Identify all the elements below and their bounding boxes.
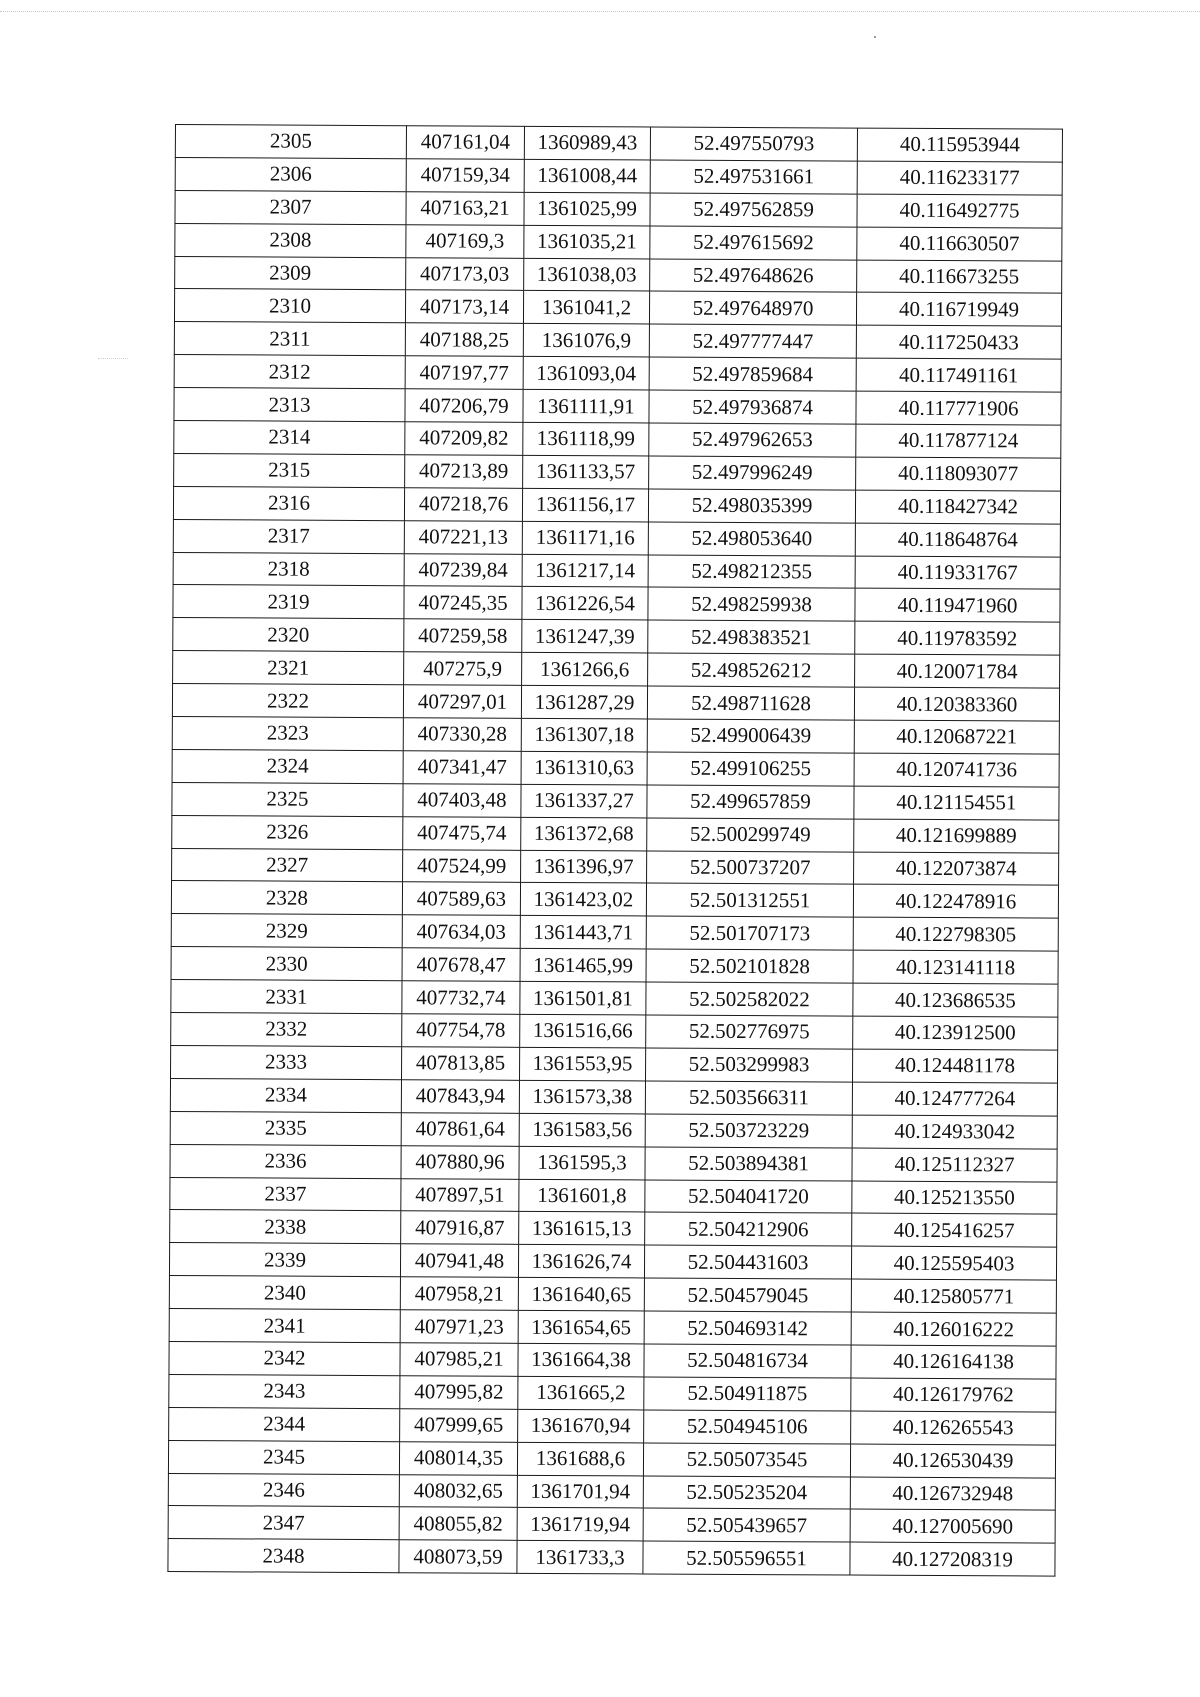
point-number-cell: 2327	[172, 848, 403, 882]
latitude-cell: 52.497996249	[649, 456, 856, 490]
y-coordinate-cell: 1361670,94	[518, 1409, 644, 1443]
longitude-cell: 40.123912500	[853, 1016, 1058, 1050]
table-row	[168, 1506, 1055, 1544]
y-coordinate-cell: 1361688,6	[517, 1442, 643, 1476]
longitude-cell: 40.118648764	[855, 523, 1060, 557]
y-coordinate-cell: 1361266,6	[522, 653, 648, 687]
coordinates-table	[167, 124, 1063, 1577]
table-row	[174, 355, 1061, 393]
point-number-cell: 2308	[175, 223, 406, 257]
latitude-cell: 52.502101828	[646, 949, 853, 983]
table-row	[174, 453, 1061, 491]
x-coordinate-cell: 407209,82	[405, 422, 523, 456]
x-coordinate-cell: 407678,47	[402, 948, 520, 982]
point-number-cell: 2321	[173, 651, 404, 685]
point-number-cell: 2333	[171, 1045, 402, 1079]
longitude-cell: 40.117771906	[856, 391, 1061, 425]
longitude-cell: 40.126732948	[850, 1477, 1055, 1511]
table-row	[168, 1440, 1055, 1478]
point-number-cell: 2334	[170, 1078, 401, 1112]
longitude-cell: 40.127005690	[850, 1509, 1055, 1543]
table-row	[174, 322, 1061, 360]
x-coordinate-cell: 407813,85	[402, 1047, 520, 1081]
y-coordinate-cell: 1361310,63	[521, 751, 647, 785]
table-row	[171, 914, 1058, 952]
y-coordinate-cell: 1361307,18	[521, 718, 647, 752]
longitude-cell: 40.120383360	[854, 687, 1059, 721]
y-coordinate-cell: 1361664,38	[518, 1343, 644, 1377]
longitude-cell: 40.116673255	[857, 260, 1062, 294]
point-number-cell: 2339	[169, 1243, 400, 1277]
table-row	[169, 1407, 1056, 1445]
latitude-cell: 52.504431603	[644, 1245, 851, 1279]
longitude-cell: 40.125805771	[851, 1279, 1056, 1313]
longitude-cell: 40.123686535	[853, 983, 1058, 1017]
point-number-cell: 2305	[175, 125, 406, 159]
x-coordinate-cell: 407861,64	[401, 1112, 519, 1146]
y-coordinate-cell: 1361133,57	[523, 455, 649, 489]
table-row	[168, 1539, 1055, 1577]
latitude-cell: 52.498212355	[648, 555, 855, 589]
x-coordinate-cell: 407221,13	[404, 520, 522, 554]
latitude-cell: 52.504816734	[644, 1344, 851, 1378]
point-number-cell: 2322	[172, 684, 403, 718]
longitude-cell: 40.116719949	[856, 293, 1061, 327]
latitude-cell: 52.500737207	[647, 851, 854, 885]
x-coordinate-cell: 407999,65	[400, 1408, 518, 1442]
point-number-cell: 2309	[175, 256, 406, 290]
latitude-cell: 52.505073545	[643, 1443, 850, 1477]
point-number-cell: 2319	[173, 585, 404, 619]
longitude-cell: 40.122073874	[854, 852, 1059, 886]
y-coordinate-cell: 1361396,97	[521, 850, 647, 884]
x-coordinate-cell: 407995,82	[400, 1376, 518, 1410]
point-number-cell: 2306	[175, 157, 406, 191]
y-coordinate-cell: 1361041,2	[523, 291, 649, 325]
longitude-cell: 40.122798305	[853, 917, 1058, 951]
table-row	[172, 782, 1059, 820]
latitude-cell: 52.499657859	[647, 785, 854, 819]
table-row	[172, 848, 1059, 886]
y-coordinate-cell: 1361665,2	[518, 1376, 644, 1410]
x-coordinate-cell: 407169,3	[406, 224, 524, 258]
x-coordinate-cell: 407163,21	[406, 191, 524, 225]
x-coordinate-cell: 407245,35	[404, 586, 522, 620]
y-coordinate-cell: 1361247,39	[522, 620, 648, 654]
x-coordinate-cell: 407173,03	[406, 257, 524, 291]
point-number-cell: 2338	[170, 1210, 401, 1244]
longitude-cell: 40.117250433	[856, 325, 1061, 359]
table-row	[174, 289, 1061, 327]
latitude-cell: 52.505235204	[643, 1475, 850, 1509]
x-coordinate-cell: 407159,34	[406, 159, 524, 193]
table-row	[171, 881, 1058, 919]
latitude-cell: 52.503894381	[645, 1147, 852, 1181]
y-coordinate-cell: 1361287,29	[521, 685, 647, 719]
latitude-cell: 52.503299983	[645, 1048, 852, 1082]
table-row	[174, 388, 1061, 426]
longitude-cell: 40.115953944	[857, 128, 1062, 162]
table-row	[170, 1111, 1057, 1149]
table-row	[168, 1473, 1055, 1511]
latitude-cell: 52.504945106	[644, 1410, 851, 1444]
point-number-cell: 2337	[170, 1177, 401, 1211]
x-coordinate-cell: 408055,82	[399, 1507, 517, 1541]
x-coordinate-cell: 407524,99	[403, 849, 521, 883]
table-row	[171, 947, 1058, 985]
latitude-cell: 52.504579045	[644, 1278, 851, 1312]
y-coordinate-cell: 1361719,94	[517, 1508, 643, 1542]
y-coordinate-cell: 1361516,66	[520, 1014, 646, 1048]
latitude-cell: 52.501312551	[646, 883, 853, 917]
table-row	[173, 519, 1060, 557]
longitude-cell: 40.125595403	[851, 1246, 1056, 1280]
scan-speck	[874, 36, 876, 38]
latitude-cell: 52.502582022	[646, 982, 853, 1016]
point-number-cell: 2314	[174, 421, 405, 455]
y-coordinate-cell: 1361111,91	[523, 389, 649, 423]
longitude-cell: 40.118427342	[855, 490, 1060, 524]
point-number-cell: 2318	[173, 552, 404, 586]
table-row	[175, 125, 1062, 163]
x-coordinate-cell: 407880,96	[401, 1145, 519, 1179]
y-coordinate-cell: 1361217,14	[522, 554, 648, 588]
table-row	[169, 1374, 1056, 1412]
x-coordinate-cell: 407213,89	[405, 455, 523, 489]
latitude-cell: 52.503566311	[645, 1081, 852, 1115]
x-coordinate-cell: 407275,9	[404, 652, 522, 686]
longitude-cell: 40.126179762	[851, 1378, 1056, 1412]
longitude-cell: 40.117491161	[856, 358, 1061, 392]
point-number-cell: 2307	[175, 190, 406, 224]
longitude-cell: 40.126530439	[850, 1444, 1055, 1478]
point-number-cell: 2335	[170, 1111, 401, 1145]
y-coordinate-cell: 1361226,54	[522, 587, 648, 621]
table-row	[169, 1243, 1056, 1281]
y-coordinate-cell: 1361733,3	[517, 1541, 643, 1575]
latitude-cell: 52.498711628	[647, 686, 854, 720]
point-number-cell: 2347	[168, 1506, 399, 1540]
table-row	[172, 815, 1059, 853]
table-row	[173, 651, 1060, 689]
longitude-cell: 40.125416257	[852, 1213, 1057, 1247]
coordinates-table-body	[168, 125, 1063, 1577]
y-coordinate-cell: 1361038,03	[524, 258, 650, 292]
y-coordinate-cell: 1361701,94	[517, 1475, 643, 1509]
point-number-cell: 2342	[169, 1341, 400, 1375]
latitude-cell: 52.503723229	[645, 1114, 852, 1148]
table-row	[175, 190, 1062, 228]
table-row	[173, 486, 1060, 524]
y-coordinate-cell: 1361008,44	[524, 159, 650, 193]
table-row	[172, 717, 1059, 755]
x-coordinate-cell: 408014,35	[399, 1441, 517, 1475]
longitude-cell: 40.123141118	[853, 950, 1058, 984]
point-number-cell: 2323	[172, 717, 403, 751]
point-number-cell: 2317	[173, 519, 404, 553]
longitude-cell: 40.126016222	[851, 1312, 1056, 1346]
table-row	[169, 1341, 1056, 1379]
latitude-cell: 52.497648970	[649, 291, 856, 325]
y-coordinate-cell: 1361573,38	[519, 1080, 645, 1114]
latitude-cell: 52.505439657	[643, 1508, 850, 1542]
table-row	[173, 585, 1060, 623]
latitude-cell: 52.501707173	[646, 916, 853, 950]
table-row	[173, 552, 1060, 590]
latitude-cell: 52.497962653	[649, 423, 856, 457]
y-coordinate-cell: 1361443,71	[520, 916, 646, 950]
longitude-cell: 40.127208319	[850, 1542, 1055, 1576]
x-coordinate-cell: 407239,84	[404, 553, 522, 587]
latitude-cell: 52.499006439	[647, 719, 854, 753]
y-coordinate-cell: 1361025,99	[524, 192, 650, 226]
y-coordinate-cell: 1361171,16	[522, 521, 648, 555]
table-row	[173, 618, 1060, 656]
y-coordinate-cell: 1361553,95	[519, 1047, 645, 1081]
y-coordinate-cell: 1361337,27	[521, 784, 647, 818]
y-coordinate-cell: 1361156,17	[522, 488, 648, 522]
point-number-cell: 2345	[168, 1440, 399, 1474]
latitude-cell: 52.504212906	[645, 1212, 852, 1246]
longitude-cell: 40.120687221	[854, 720, 1059, 754]
latitude-cell: 52.497531661	[650, 160, 857, 194]
point-number-cell: 2324	[172, 749, 403, 783]
x-coordinate-cell: 407843,94	[401, 1080, 519, 1114]
x-coordinate-cell: 407985,21	[400, 1343, 518, 1377]
longitude-cell: 40.117877124	[856, 424, 1061, 458]
table-row	[170, 1144, 1057, 1182]
scan-margin-mark	[98, 358, 128, 359]
scan-top-edge	[0, 11, 1200, 12]
x-coordinate-cell: 407197,77	[405, 356, 523, 390]
point-number-cell: 2331	[171, 980, 402, 1014]
point-number-cell: 2325	[172, 782, 403, 816]
y-coordinate-cell: 1361501,81	[520, 981, 646, 1015]
longitude-cell: 40.119331767	[855, 556, 1060, 590]
x-coordinate-cell: 407732,74	[402, 981, 520, 1015]
table-row	[170, 1210, 1057, 1248]
x-coordinate-cell: 408073,59	[399, 1540, 517, 1574]
table-row	[170, 1078, 1057, 1116]
table-row	[171, 980, 1058, 1018]
point-number-cell: 2316	[173, 486, 404, 520]
x-coordinate-cell: 407259,58	[404, 619, 522, 653]
point-number-cell: 2320	[173, 618, 404, 652]
latitude-cell: 52.497777447	[649, 324, 856, 358]
longitude-cell: 40.121154551	[854, 786, 1059, 820]
point-number-cell: 2330	[171, 947, 402, 981]
latitude-cell: 52.497859684	[649, 357, 856, 391]
latitude-cell: 52.498259938	[648, 587, 855, 621]
latitude-cell: 52.497615692	[650, 226, 857, 260]
x-coordinate-cell: 407161,04	[406, 126, 524, 160]
latitude-cell: 52.502776975	[646, 1015, 853, 1049]
longitude-cell: 40.120071784	[855, 654, 1060, 688]
point-number-cell: 2311	[174, 322, 405, 356]
latitude-cell: 52.498053640	[648, 522, 855, 556]
latitude-cell: 52.498526212	[648, 653, 855, 687]
x-coordinate-cell: 407971,23	[400, 1310, 518, 1344]
x-coordinate-cell: 407297,01	[403, 685, 521, 719]
y-coordinate-cell: 1361601,8	[519, 1179, 645, 1213]
table-row	[175, 157, 1062, 195]
table-row	[172, 684, 1059, 722]
point-number-cell: 2328	[171, 881, 402, 915]
y-coordinate-cell: 1361583,56	[519, 1113, 645, 1147]
x-coordinate-cell: 407897,51	[401, 1178, 519, 1212]
point-number-cell: 2329	[171, 914, 402, 948]
x-coordinate-cell: 407941,48	[400, 1244, 518, 1278]
y-coordinate-cell: 1361076,9	[523, 324, 649, 358]
longitude-cell: 40.125213550	[852, 1181, 1057, 1215]
longitude-cell: 40.116492775	[857, 194, 1062, 228]
y-coordinate-cell: 1361595,3	[519, 1146, 645, 1180]
latitude-cell: 52.504041720	[645, 1179, 852, 1213]
x-coordinate-cell: 408032,65	[399, 1474, 517, 1508]
longitude-cell: 40.121699889	[854, 819, 1059, 853]
x-coordinate-cell: 407475,74	[403, 816, 521, 850]
x-coordinate-cell: 407916,87	[401, 1211, 519, 1245]
table-row	[169, 1276, 1056, 1314]
longitude-cell: 40.126265543	[851, 1411, 1056, 1445]
x-coordinate-cell: 407634,03	[402, 915, 520, 949]
latitude-cell: 52.504911875	[644, 1377, 851, 1411]
latitude-cell: 52.497550793	[650, 127, 857, 161]
point-number-cell: 2313	[174, 388, 405, 422]
latitude-cell: 52.497936874	[649, 390, 856, 424]
point-number-cell: 2346	[168, 1473, 399, 1507]
y-coordinate-cell: 1361093,04	[523, 357, 649, 391]
latitude-cell: 52.497562859	[650, 193, 857, 227]
table-row	[174, 421, 1061, 459]
point-number-cell: 2340	[169, 1276, 400, 1310]
longitude-cell: 40.122478916	[853, 885, 1058, 919]
point-number-cell: 2315	[174, 453, 405, 487]
point-number-cell: 2343	[169, 1374, 400, 1408]
longitude-cell: 40.118093077	[856, 457, 1061, 491]
latitude-cell: 52.505596551	[643, 1541, 850, 1575]
point-number-cell: 2312	[174, 355, 405, 389]
latitude-cell: 52.499106255	[647, 752, 854, 786]
x-coordinate-cell: 407403,48	[403, 784, 521, 818]
point-number-cell: 2348	[168, 1539, 399, 1573]
y-coordinate-cell: 1361654,65	[518, 1310, 644, 1344]
x-coordinate-cell: 407330,28	[403, 718, 521, 752]
table-row	[170, 1177, 1057, 1215]
point-number-cell: 2341	[169, 1309, 400, 1343]
longitude-cell: 40.124933042	[852, 1115, 1057, 1149]
y-coordinate-cell: 1361118,99	[523, 422, 649, 456]
longitude-cell: 40.125112327	[852, 1148, 1057, 1182]
latitude-cell: 52.498035399	[648, 489, 855, 523]
point-number-cell: 2336	[170, 1144, 401, 1178]
y-coordinate-cell: 1360989,43	[524, 126, 650, 160]
latitude-cell: 52.497648626	[650, 259, 857, 293]
x-coordinate-cell: 407188,25	[405, 323, 523, 357]
x-coordinate-cell: 407173,14	[405, 290, 523, 324]
table-row	[175, 223, 1062, 261]
longitude-cell: 40.124481178	[852, 1049, 1057, 1083]
x-coordinate-cell: 407958,21	[400, 1277, 518, 1311]
point-number-cell: 2326	[172, 815, 403, 849]
x-coordinate-cell: 407341,47	[403, 751, 521, 785]
y-coordinate-cell: 1361035,21	[524, 225, 650, 259]
longitude-cell: 40.124777264	[852, 1082, 1057, 1116]
latitude-cell: 52.500299749	[647, 818, 854, 852]
table-row	[172, 749, 1059, 787]
y-coordinate-cell: 1361423,02	[520, 883, 646, 917]
y-coordinate-cell: 1361626,74	[518, 1245, 644, 1279]
table-row	[175, 256, 1062, 294]
longitude-cell: 40.120741736	[854, 753, 1059, 787]
y-coordinate-cell: 1361372,68	[521, 817, 647, 851]
longitude-cell: 40.126164138	[851, 1345, 1056, 1379]
y-coordinate-cell: 1361465,99	[520, 949, 646, 983]
y-coordinate-cell: 1361640,65	[518, 1277, 644, 1311]
table-row	[171, 1045, 1058, 1083]
x-coordinate-cell: 407754,78	[402, 1014, 520, 1048]
point-number-cell: 2344	[169, 1407, 400, 1441]
longitude-cell: 40.119783592	[855, 621, 1060, 655]
table-row	[169, 1309, 1056, 1347]
latitude-cell: 52.504693142	[644, 1311, 851, 1345]
latitude-cell: 52.498383521	[648, 620, 855, 654]
longitude-cell: 40.119471960	[855, 589, 1060, 623]
point-number-cell: 2332	[171, 1013, 402, 1047]
y-coordinate-cell: 1361615,13	[519, 1212, 645, 1246]
longitude-cell: 40.116630507	[857, 227, 1062, 261]
x-coordinate-cell: 407206,79	[405, 389, 523, 423]
x-coordinate-cell: 407218,76	[404, 488, 522, 522]
table-row	[171, 1013, 1058, 1051]
longitude-cell: 40.116233177	[857, 161, 1062, 195]
x-coordinate-cell: 407589,63	[402, 882, 520, 916]
point-number-cell: 2310	[174, 289, 405, 323]
